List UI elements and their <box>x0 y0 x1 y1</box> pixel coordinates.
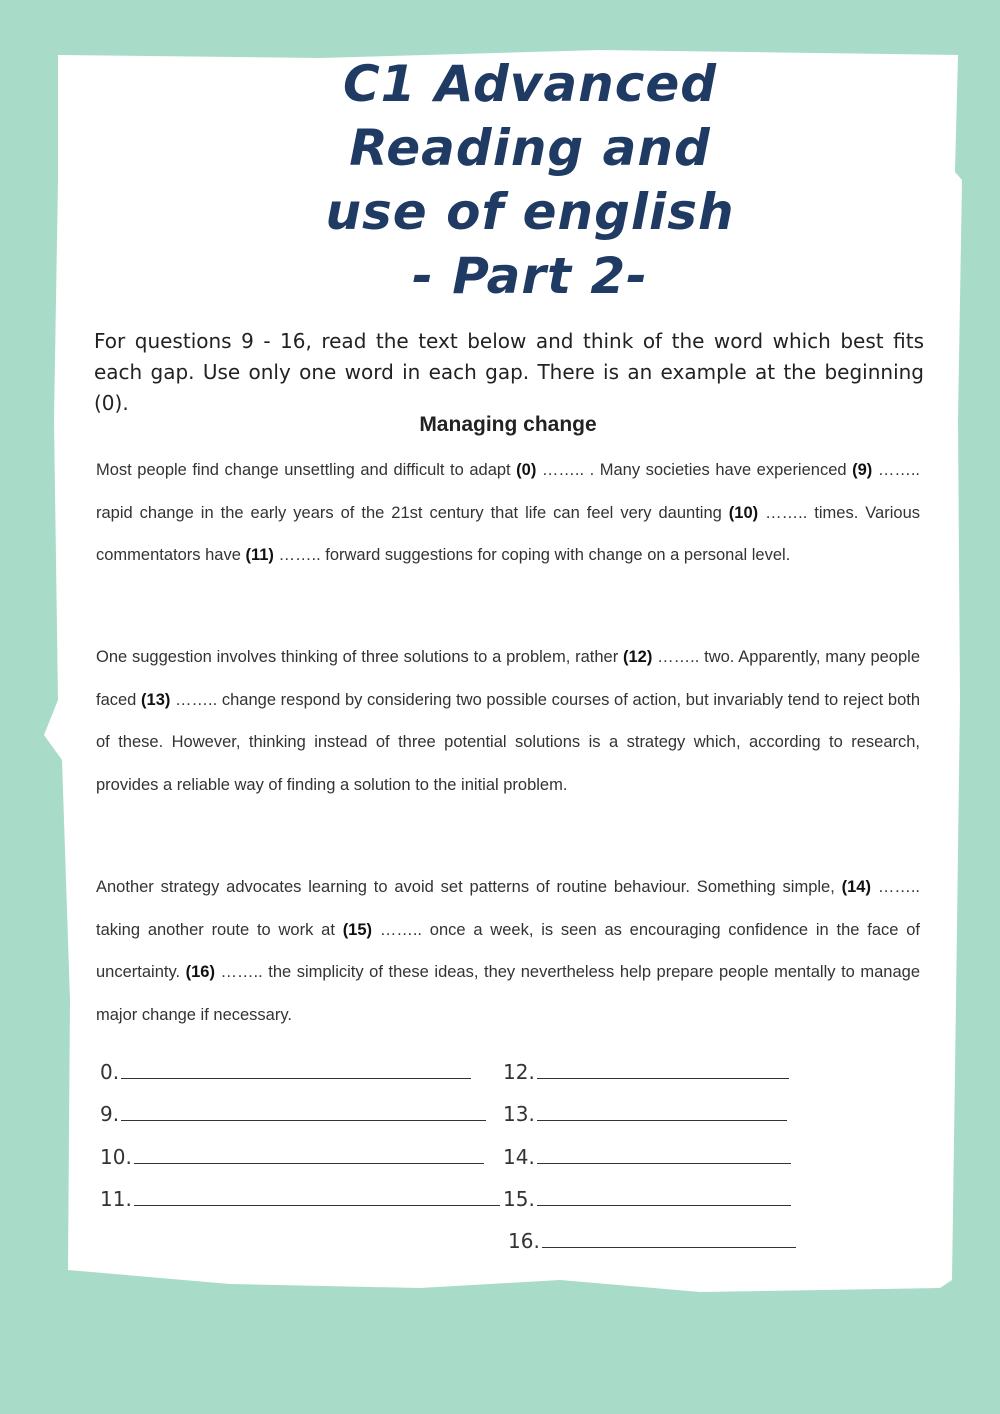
answer-9-label: 9. <box>100 1102 120 1126</box>
page-title <box>250 52 810 308</box>
gap-9: (9) <box>852 461 873 479</box>
answer-12-field[interactable] <box>537 1060 789 1079</box>
answer-14-field[interactable] <box>537 1145 791 1164</box>
gap-10: (10) <box>728 503 759 522</box>
gap-13: (13) <box>141 690 171 709</box>
answer-15-label: 15. <box>503 1187 535 1211</box>
paragraph-2: One suggestion involves thinking of three solutions to a problem, rather (12) …….. two. Apparently, many people faced (13) …….. change respond by considering two possible courses of action, but invariably tend to reject both of these. However, thinking instead of three potential solutions is a strategy which, according to research, provides a reliable way of finding a solution to the initial problem. <box>96 648 921 794</box>
answer-14 <box>503 1145 791 1169</box>
answer-0 <box>100 1060 471 1084</box>
answer-10-field[interactable] <box>134 1145 484 1164</box>
instructions: For questions 9 - 16, read the text below and think of the word which best fits each gap. Use only one word in each gap. There is an example at the beginning (0). <box>94 329 924 415</box>
title-line-3: use of english <box>325 183 735 241</box>
gap-16: (16) <box>185 963 215 981</box>
text-heading: Managing change <box>419 413 597 436</box>
answer-13-label: 13. <box>503 1102 535 1126</box>
answer-12 <box>503 1060 789 1084</box>
answer-9-field[interactable] <box>121 1102 486 1121</box>
answer-16-field[interactable] <box>542 1229 796 1248</box>
answer-16-label: 16. <box>508 1229 540 1253</box>
answer-10-label: 10. <box>100 1145 132 1169</box>
gap-15: (15) <box>342 920 373 939</box>
answer-11-field[interactable] <box>134 1187 500 1206</box>
answer-0-label: 0. <box>100 1060 120 1084</box>
title-line-1: C1 Advanced <box>342 55 718 113</box>
answer-12-label: 12. <box>503 1060 535 1084</box>
paragraph-3: Another strategy advocates learning to avoid set patterns of routine behaviour. Something simple, (14) …….. taking another route to work at (15) …….. once a week, is seen as encouraging confidence in the face of uncertainty. (16) …….. the simplicity of these ideas, they nevertheless help prepare people mentally to manage major change if necessary. <box>96 878 921 1024</box>
answer-11-label: 11. <box>100 1187 132 1211</box>
answer-15-field[interactable] <box>537 1187 791 1206</box>
answer-11 <box>100 1187 500 1211</box>
answer-15 <box>503 1187 791 1211</box>
gap-0: (0) <box>516 461 537 479</box>
answer-0-field[interactable] <box>121 1060 471 1079</box>
answer-16 <box>508 1229 796 1253</box>
gap-12: (12) <box>623 648 653 666</box>
paragraph-1: Most people find change unsettling and difficult to adapt (0) …….. . Many societies have experienced (9) …….. rapid change in the early years of the 21st century that life can feel very daunting (10) …….. times. Various commentators have (11) …….. forward suggestions for coping with change on a personal level. <box>96 461 920 564</box>
answer-10 <box>100 1145 484 1169</box>
title-line-2: Reading and <box>349 119 711 177</box>
answer-9 <box>100 1102 486 1126</box>
gap-11: (11) <box>245 546 274 564</box>
gap-14: (14) <box>841 878 871 896</box>
answer-14-label: 14. <box>503 1145 535 1169</box>
title-line-4: - Part 2- <box>412 247 648 305</box>
answer-13-field[interactable] <box>537 1102 787 1121</box>
answer-13 <box>503 1102 787 1126</box>
